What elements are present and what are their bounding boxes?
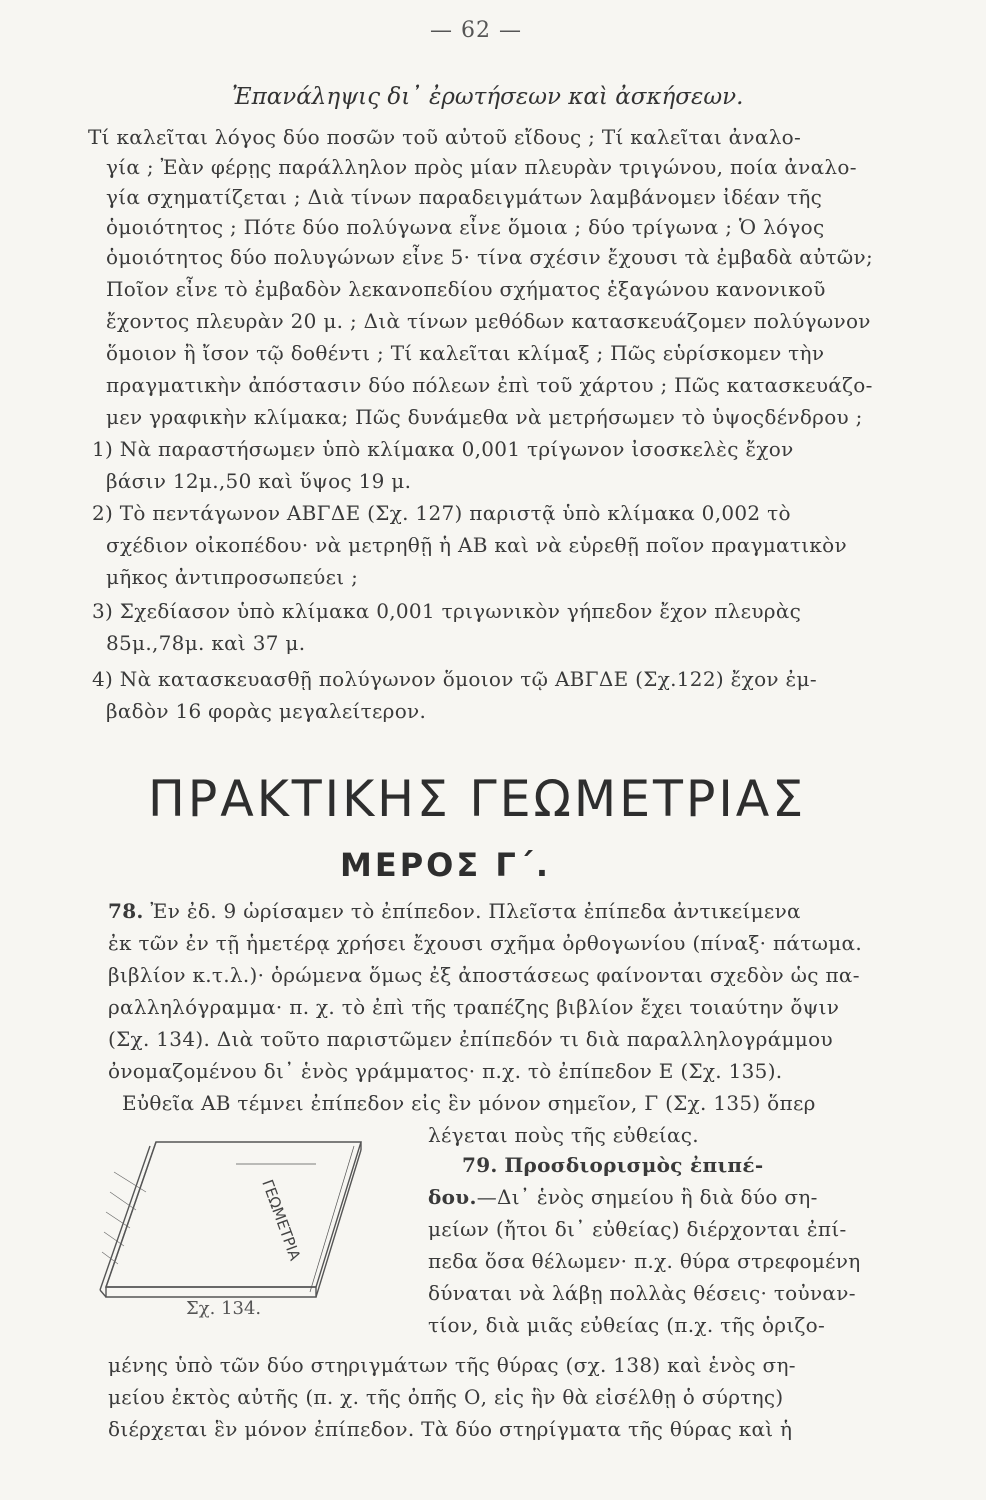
text-line: σχέδιον οἰκοπέδου· νὰ μετρηθῇ ἡ ΑΒ καὶ νὰ εὑρεθῇ ποῖον πραγματικὸν [106, 533, 847, 557]
review-paragraph [88, 124, 906, 744]
section-79-line: δου.—Δι᾽ ἑνὸς σημείου ἢ διὰ δύο ση- [428, 1185, 818, 1209]
section-79 [428, 1152, 908, 1352]
text-line: γία σχηματίζεται ; Διὰ τίνων παραδειγμάτων λαμβάνομεν ἰδέαν τῆς [106, 185, 823, 209]
text-line: πραγματικὴν ἀπόστασιν δύο πόλεων ἐπὶ τοῦ χάρτου ; Πῶς κατασκευάζο- [106, 373, 873, 397]
figure-caption: Σχ. 134. [186, 1298, 262, 1319]
text-line: ἐκ τῶν ἐν τῇ ἡμετέρᾳ χρήσει ἔχουσι σχῆμα ὀρθογωνίου (πίναξ· πάτωμα. [108, 931, 862, 955]
text-line: τίον, διὰ μιᾶς εὐθείας (π.χ. τῆς ὁριζο- [428, 1313, 826, 1337]
text-line: ὀνομαζομένου δι᾽ ἑνὸς γράμματος· π.χ. τὸ ἐπίπεδον Ε (Σχ. 135). [108, 1059, 783, 1083]
text-line: ραλληλόγραμμα· π. χ. τὸ ἐπὶ τῆς τραπέζης βιβλίον ἔχει τοιαύτην ὄψιν [108, 995, 840, 1019]
section-78-line: 78. Ἐν ἐδ. 9 ὡρίσαμεν τὸ ἐπίπεδον. Πλεῖστα ἐπίπεδα ἀντικείμενα [108, 899, 801, 923]
text-line: ὁμοιότητος ; Πότε δύο πολύγωνα εἶνε ὅμοια ; δύο τρίγωνα ; Ὁ λόγος [106, 215, 825, 239]
text-line: Εὐθεῖα ΑΒ τέμνει ἐπίπεδον εἰς ἓν μόνον σημεῖον, Γ (Σχ. 135) ὅπερ [122, 1091, 816, 1115]
text-line: (Σχ. 134). Διὰ τοῦτο παριστῶμεν ἐπίπεδόν τι διὰ παραλληλογράμμου [108, 1027, 833, 1051]
book-cover-label: ΓΕΩΜΕΤΡΙΑ [258, 1177, 305, 1263]
book-figure [86, 1132, 376, 1302]
section-number: 78. [108, 899, 144, 923]
part-subtitle: ΜΕΡΟΣ Γ΄. [340, 846, 552, 884]
exercise-3: 3) Σχεδίασον ὑπὸ κλίμακα 0,001 τριγωνικὸν γήπεδον ἔχον πλευρὰς [92, 599, 802, 623]
text-line: 85μ.,78μ. καὶ 37 μ. [106, 631, 306, 655]
section-number: 79. [462, 1153, 498, 1177]
text-line: ὁμοιότητος δύο πολυγώνων εἶνε 5· τίνα σχέσιν ἔχουσι τὰ ἐμβαδὰ αὐτῶν; [106, 245, 873, 269]
text-line: βάσιν 12μ.,50 καὶ ὕψος 19 μ. [106, 469, 412, 493]
exercise-1: 1) Νὰ παραστήσωμεν ὑπὸ κλίμακα 0,001 τρίγωνον ἰσοσκελὲς ἔχον [92, 437, 794, 461]
text-line: λέγεται ποὺς τῆς εὐθείας. [428, 1123, 699, 1147]
text-line: μῆκος ἀντιπροσωπεύει ; [106, 565, 359, 589]
review-heading: Ἐπανάληψις δι᾽ ἐρωτήσεων καὶ ἀσκήσεων. [232, 84, 744, 110]
text-line: δύναται νὰ λάβῃ πολλὰς θέσεις· τοὐναν- [428, 1281, 856, 1305]
section-79-continued [108, 1352, 908, 1472]
text-line: γία ; Ἐὰν φέρῃς παράλληλον πρὸς μίαν πλευρὰν τριγώνου, ποία ἀναλο- [106, 155, 857, 179]
text-line: Ποῖον εἶνε τὸ ἐμβαδὸν λεκανοπεδίου σχήματος ἑξαγώνου κανονικοῦ [106, 277, 826, 301]
section-title: Προσδιορισμὸς ἐπιπέ- [504, 1153, 764, 1177]
text-line: μένης ὑπὸ τῶν δύο στηριγμάτων τῆς θύρας (σχ. 138) καὶ ἑνὸς ση- [108, 1353, 796, 1377]
text-line: ἔχοντος πλευρὰν 20 μ. ; Διὰ τίνων μεθόδων κατασκευάζομεν πολύγωνον [106, 309, 871, 333]
part-title: ΠΡΑΚΤΙΚΗΣ ΓΕΩΜΕΤΡΙΑΣ [148, 770, 807, 828]
exercise-4: 4) Νὰ κατασκευασθῇ πολύγωνον ὅμοιον τῷ ΑΒΓΔΕ (Σχ.122) ἔχον ἐμ- [92, 667, 817, 691]
section-title-cont: δου. [428, 1185, 477, 1209]
page-number: — 62 — [430, 18, 522, 43]
text-line: μείου ἐκτὸς αὐτῆς (π. χ. τῆς ὀπῆς Ο, εἰς ἣν θὰ εἰσέλθῃ ὁ σύρτης) [108, 1385, 784, 1409]
text-line: πεδα ὅσα θέλωμεν· π.χ. θύρα στρεφομένη [428, 1249, 861, 1273]
text-line: μείων (ἤτοι δι᾽ εὐθείας) διέρχονται ἐπί- [428, 1217, 847, 1241]
text-line: βαδὸν 16 φορὰς μεγαλείτερον. [106, 699, 427, 723]
exercise-2: 2) Τὸ πεντάγωνον ΑΒΓΔΕ (Σχ. 127) παριστᾷ ὑπὸ κλίμακα 0,002 τὸ [92, 501, 791, 525]
text-line: μεν γραφικὴν κλίμακα; Πῶς δυνάμεθα νὰ μετρήσωμεν τὸ ὑψοςδένδρου ; [106, 405, 863, 429]
section-79-title-line [462, 1152, 763, 1179]
text-line: βιβλίον κ.τ.λ.)· ὁρώμενα ὅμως ἐξ ἀποστάσεως φαίνονται σχεδὸν ὡς πα- [108, 963, 860, 987]
text-line: διέρχεται ἓν μόνον ἐπίπεδον. Τὰ δύο στηρίγματα τῆς θύρας καὶ ἡ [108, 1417, 793, 1441]
text-line: ὅμοιον ἢ ἴσον τῷ δοθέντι ; Τί καλεῖται κλίμαξ ; Πῶς εὑρίσκομεν τὴν [106, 341, 825, 365]
text-line: Τί καλεῖται λόγος δύο ποσῶν τοῦ αὐτοῦ εἴδους ; Τί καλεῖται ἀναλο- [88, 125, 802, 149]
